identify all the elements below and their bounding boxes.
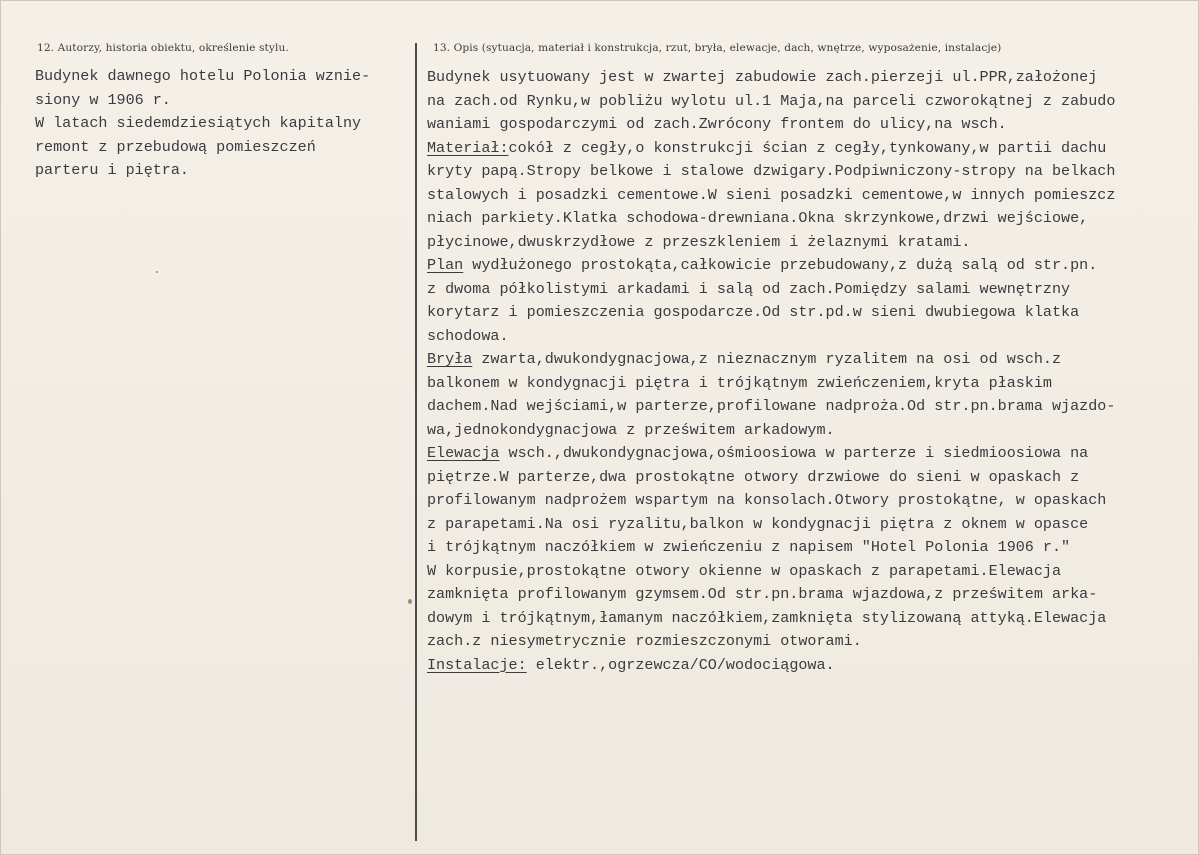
section-12-line: remont z przebudową pomieszczeń (35, 137, 316, 156)
line-text: kryty papą.Stropy belkowe i stalowe dzwigary.Podpiwniczony-stropy na belkach (427, 162, 1116, 180)
section-12-line: W latach siedemdziesiątych kapitalny (35, 114, 362, 132)
section-12-line: parteru i piętra. (35, 161, 189, 179)
line-text: zwarta,dwukondygnacjowa,z nieznacznym ryzalitem na osi od wsch.z (472, 350, 1062, 368)
section-12-text (35, 65, 370, 183)
section-13-line (427, 607, 1115, 631)
line-text: płycinowe,dwuskrzydłowe z przeszkleniem i żelaznymi kratami. (427, 232, 971, 251)
line-text: Budynek usytuowany jest w zwartej zabudowie zach.pierzeji ul.PPR,założonej (427, 68, 1098, 86)
section-13-line (427, 66, 1115, 90)
section-13-line (427, 513, 1115, 537)
section-13-line (427, 254, 1115, 278)
line-text: z dwoma półkolistymi arkadami i salą od zach.Pomiędzy salami wewnętrzny (427, 279, 1071, 298)
line-text: stalowych i posadzki cementowe.W sieni posadzki cementowe,w innych pomieszcz (427, 185, 1116, 204)
section-13-line (427, 630, 1115, 654)
line-text: schodowa. (427, 326, 509, 345)
section-13-line (427, 113, 1115, 137)
section-13-line (427, 90, 1115, 114)
section-13-line (427, 560, 1115, 584)
section-13-line (427, 301, 1115, 325)
section-13-line (427, 442, 1115, 466)
line-text: dowym i trójkątnym,łamanym naczółkiem,zamknięta stylizowaną attyką.Elewacja (427, 608, 1107, 627)
section-13-line (427, 348, 1115, 372)
line-text: waniami gospodarczymi od zach.Zwrócony frontem do ulicy,na wsch. (427, 115, 1007, 133)
section-13-text (427, 66, 1115, 677)
line-text: elektr.,ogrzewcza/CO/wodociągowa. (526, 655, 835, 674)
subsection-label: Instalacje: (427, 655, 527, 674)
section-13-line (427, 419, 1115, 443)
subsection-label: Elewacja (427, 444, 500, 462)
line-text: wsch.,dwukondygnacjowa,ośmioosiowa w parterze i siedmioosiowa na (499, 444, 1089, 462)
line-text: wydłużonego prostokąta,całkowicie przebudowany,z dużą salą od str.pn. (463, 256, 1098, 274)
subsection-label: Bryła (427, 350, 473, 368)
line-text: cokół z cegły,o konstrukcji ścian z cegły,tynkowany,w partii dachu (508, 138, 1107, 157)
section-12-line: Budynek dawnego hotelu Polonia wznie- (35, 67, 371, 85)
line-text: z parapetami.Na osi ryzalitu,balkon w kondygnacji piętra z oknem w opasce (427, 514, 1089, 533)
section-13-line (427, 231, 1115, 255)
section-13-line (427, 160, 1115, 184)
section-13-line (427, 372, 1115, 396)
line-text: niach parkiety.Klatka schodowa-drewniana.Okna skrzynkowe,drzwi wejściowe, (427, 209, 1089, 227)
section-13-line (427, 466, 1115, 490)
section-13-line (427, 184, 1115, 208)
section-12-header: 12. Autorzy, historia obiektu, określenie stylu. (37, 42, 289, 54)
section-13-line (427, 536, 1115, 560)
section-13-line (427, 137, 1115, 161)
line-text: W korpusie,prostokątne otwory okienne w opaskach z parapetami.Elewacja (427, 561, 1062, 580)
subsection-label: Materiał: (427, 138, 509, 157)
paper-speck (408, 599, 412, 604)
line-text: na zach.od Rynku,w pobliżu wylotu ul.1 Maja,na parceli czworokątnej z zabudo (427, 91, 1116, 110)
line-text: korytarz i pomieszczenia gospodarcze.Od str.pd.w sieni dwubiegowa klatka (427, 303, 1080, 321)
section-13-line (427, 583, 1115, 607)
line-text: profilowanym nadprożem wspartym na konsolach.Otwory prostokątne, w opaskach (427, 491, 1107, 509)
section-13-line (427, 278, 1115, 302)
line-text: dachem.Nad wejściami,w parterze,profilowane nadproża.Od str.pn.brama wjazdo- (427, 397, 1116, 415)
line-text: wa,jednokondygnacjowa z prześwitem arkadowym. (427, 420, 835, 439)
line-text: balkonem w kondygnacji piętra i trójkątnym zwieńczeniem,kryta płaskim (427, 373, 1052, 392)
section-13-line (427, 395, 1115, 419)
line-text: piętrze.W parterze,dwa prostokątne otwory drzwiowe do sieni w opaskach z (427, 467, 1080, 486)
section-13-line (427, 325, 1115, 349)
section-13-line (427, 654, 1115, 678)
section-13-line (427, 207, 1115, 231)
line-text: zamknięta profilowanym gzymsem.Od str.pn.brama wjazdowa,z prześwitem arka- (427, 585, 1098, 603)
subsection-label: Plan (427, 256, 464, 274)
section-13-line (427, 489, 1115, 513)
line-text: i trójkątnym naczółkiem w zwieńczeniu z napisem "Hotel Polonia 1906 r." (427, 538, 1071, 556)
column-divider (415, 43, 417, 841)
line-text: zach.z niesymetrycznie rozmieszczonymi otworami. (427, 632, 862, 650)
section-13-header: 13. Opis (sytuacja, materiał i konstrukcja, rzut, bryła, elewacje, dach, wnętrze, wyposażenie, instalacje) (433, 42, 1002, 54)
section-12-line: siony w 1906 r. (35, 90, 171, 109)
paper-speck (156, 271, 158, 273)
